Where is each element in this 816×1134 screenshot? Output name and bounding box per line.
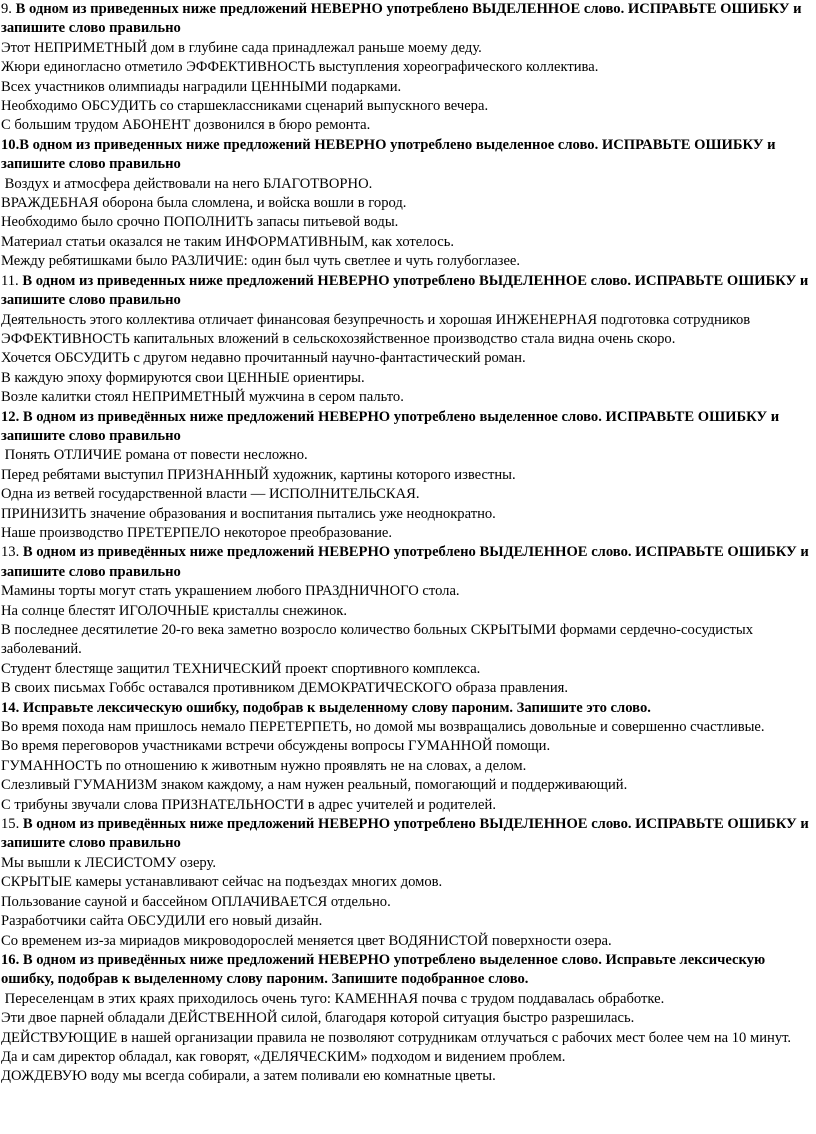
question-15 <box>1 815 815 951</box>
sentence: С большим трудом АБОНЕНТ дозвонился в бюро ремонта. <box>1 117 371 134</box>
sentence: Этот НЕПРИМЕТНЫЙ дом в глубине сада принадлежал раньше моему деду. <box>1 39 482 56</box>
question-prompt: В одном из приведённых ниже предложений НЕВЕРНО употреблено ВЫДЕЛЕННОЕ слово. ИСПРАВЬТЕ ОШИБКУ и запишите слово правильно <box>1 544 809 580</box>
sentence: Необходимо было срочно ПОПОЛНИТЬ запасы питьевой воды. <box>1 214 399 231</box>
question-prompt: В одном из приведённых ниже предложений НЕВЕРНО употреблено выделенное слово. ИСПРАВЬТЕ ОШИБКУ и запишите слово правильно <box>1 408 780 444</box>
sentence: Мамины торты могут стать украшением любого ПРАЗДНИЧНОГО стола. <box>1 583 460 600</box>
sentence: Необходимо ОБСУДИТЬ со старшеклассниками сценарий выпускного вечера. <box>1 98 489 115</box>
question-number: 10. <box>1 136 20 153</box>
sentence: В каждую эпоху формируются свои ЦЕННЫЕ ориентиры. <box>1 369 365 386</box>
sentence: ВРАЖДЕБНАЯ оборона была сломлена, и войска вошли в город. <box>1 195 407 212</box>
sentence: Перед ребятами выступил ПРИЗНАННЫЙ художник, картины которого известны. <box>1 466 516 483</box>
question-number: 12. <box>1 408 20 425</box>
sentence: Понять ОТЛИЧИЕ романа от повести несложно. <box>1 447 308 464</box>
sentence: Деятельность этого коллектива отличает финансовая безупречность и хорошая ИНЖЕНЕРНАЯ подготовка сотрудников <box>1 311 751 328</box>
question-prompt: В одном из приведённых ниже предложений НЕВЕРНО употреблено выделенное слово. Исправьте лексическую ошибку, подобрав к выделенному слову пароним. Запишите подобранное слово. <box>1 951 766 988</box>
question-number: 15. <box>1 816 20 833</box>
question-prompt: В одном из приведенных ниже предложений НЕВЕРНО употреблено ВЫДЕЛЕННОЕ слово. ИСПРАВЬТЕ ОШИБКУ и запишите слово правильно <box>1 1 802 37</box>
sentence: Переселенцам в этих краях приходилось очень туго: КАМЕННАЯ почва с трудом поддавалась обработке. <box>1 990 665 1007</box>
question-heading <box>1 699 815 718</box>
sentence: Между ребятишками было РАЗЛИЧИЕ: один был чуть светлее и чуть голубоглазее. <box>1 253 521 270</box>
sentence: Эти двое парней обладали ДЕЙСТВЕННОЙ силой, благодаря которой ситуация быстро разрешилась. <box>1 1010 635 1027</box>
sentence: Да и сам директор обладал, как говорят, «ДЕЛЯЧЕСКИМ» подходом и видением проблем. <box>1 1048 566 1065</box>
sentence: Мы вышли к ЛЕСИСТОМУ озеру. <box>1 854 217 871</box>
question-number: 13. <box>1 544 20 561</box>
sentence: Всех участников олимпиады наградили ЦЕННЫМИ подарками. <box>1 78 402 95</box>
sentence: ЭФФЕКТИВНОСТЬ капитальных вложений в сельскохозяйственное производство стала видна очень скоро. <box>1 330 676 347</box>
question-11 <box>1 272 815 408</box>
sentence: Жюри единогласно отметило ЭФФЕКТИВНОСТЬ выступления хореографического коллектива. <box>1 59 599 76</box>
sentence: Разработчики сайта ОБСУДИЛИ его новый дизайн. <box>1 913 323 930</box>
question-heading <box>1 408 815 447</box>
sentence: В последнее десятилетие 20-го века заметно возросло количество больных СКРЫТЫМИ формами сердечно-сосудистых заболеваний. <box>1 622 754 658</box>
sentence: СКРЫТЫЕ камеры устанавливают сейчас на подъездах многих домов. <box>1 874 443 891</box>
sentence: Пользование сауной и бассейном ОПЛАЧИВАЕТСЯ отдельно. <box>1 893 391 910</box>
sentence: Материал статьи оказался не таким ИНФОРМАТИВНЫМ, как хотелось. <box>1 233 454 250</box>
question-prompt: В одном из приведенных ниже предложений НЕВЕРНО употреблено ВЫДЕЛЕННОЕ слово. ИСПРАВЬТЕ ОШИБКУ и запишите слово правильно <box>1 272 809 309</box>
question-number: 14. <box>1 699 20 716</box>
sentence: Студент блестяще защитил ТЕХНИЧЕСКИЙ проект спортивного комплекса. <box>1 660 481 677</box>
question-12 <box>1 408 815 544</box>
sentence: ДОЖДЕВУЮ воду мы всегда собирали, а затем поливали ею комнатные цветы. <box>1 1068 496 1085</box>
question-heading <box>1 951 815 990</box>
sentence: Слезливый ГУМАНИЗМ знаком каждому, а нам нужен реальный, помогающий и поддерживающий. <box>1 777 628 794</box>
question-number: 11. <box>1 272 19 289</box>
question-prompt: В одном из приведенных ниже предложений НЕВЕРНО употреблено выделенное слово. ИСПРАВЬТЕ ОШИБКУ и запишите слово правильно <box>1 136 776 173</box>
sentence: С трибуны звучали слова ПРИЗНАТЕЛЬНОСТИ в адрес учителей и родителей. <box>1 796 496 813</box>
question-14 <box>1 699 815 815</box>
question-heading <box>1 272 815 311</box>
sentence: Наше производство ПРЕТЕРПЕЛО некоторое преобразование. <box>1 524 393 541</box>
sentence: Хочется ОБСУДИТЬ с другом недавно прочитанный научно-фантастический роман. <box>1 350 526 367</box>
question-number: 9. <box>1 1 12 17</box>
question-heading <box>1 815 815 854</box>
question-heading <box>1 0 815 39</box>
question-heading <box>1 543 815 582</box>
sentence: На солнце блестят ИГОЛОЧНЫЕ кристаллы снежинок. <box>1 602 348 619</box>
sentence: ПРИНИЗИТЬ значение образования и воспитания пытались уже неоднократно. <box>1 505 496 522</box>
sentence: ДЕЙСТВУЮЩИЕ в нашей организации правила не позволяют сотрудникам отлучаться с рабочих мест более чем на 10 минут. <box>1 1029 792 1046</box>
question-prompt: В одном из приведённых ниже предложений НЕВЕРНО употреблено ВЫДЕЛЕННОЕ слово. ИСПРАВЬТЕ ОШИБКУ и запишите слово правильно <box>1 816 809 852</box>
question-13 <box>1 543 815 698</box>
question-number: 16. <box>1 951 20 968</box>
question-prompt: Исправьте лексическую ошибку, подобрав к выделенному слову пароним. Запишите это слово. <box>19 699 651 716</box>
sentence: Воздух и атмосфера действовали на него БЛАГОТВОРНО. <box>1 175 373 192</box>
sentence: Одна из ветвей государственной власти — ИСПОЛНИТЕЛЬСКАЯ. <box>1 486 420 503</box>
sentence: ГУМАННОСТЬ по отношению к животным нужно проявлять не на словах, а делом. <box>1 757 527 774</box>
sentence: Во время похода нам пришлось немало ПЕРЕТЕРПЕТЬ, но домой мы возвращались довольные и совершенно счастливые. <box>1 719 765 736</box>
question-16 <box>1 951 815 1087</box>
question-10 <box>1 136 815 272</box>
question-9 <box>1 0 815 136</box>
sentence: Возле калитки стоял НЕПРИМЕТНЫЙ мужчина в сером пальто. <box>1 389 404 406</box>
sentence: Со временем из-за мириадов микроводорослей меняется цвет ВОДЯНИСТОЙ поверхности озера. <box>1 932 612 949</box>
sentence: Во время переговоров участниками встречи обсуждены вопросы ГУМАННОЙ помощи. <box>1 738 551 755</box>
question-heading <box>1 136 815 175</box>
sentence: В своих письмах Гоббс оставался противником ДЕМОКРАТИЧЕСКОГО образа правления. <box>1 680 568 697</box>
